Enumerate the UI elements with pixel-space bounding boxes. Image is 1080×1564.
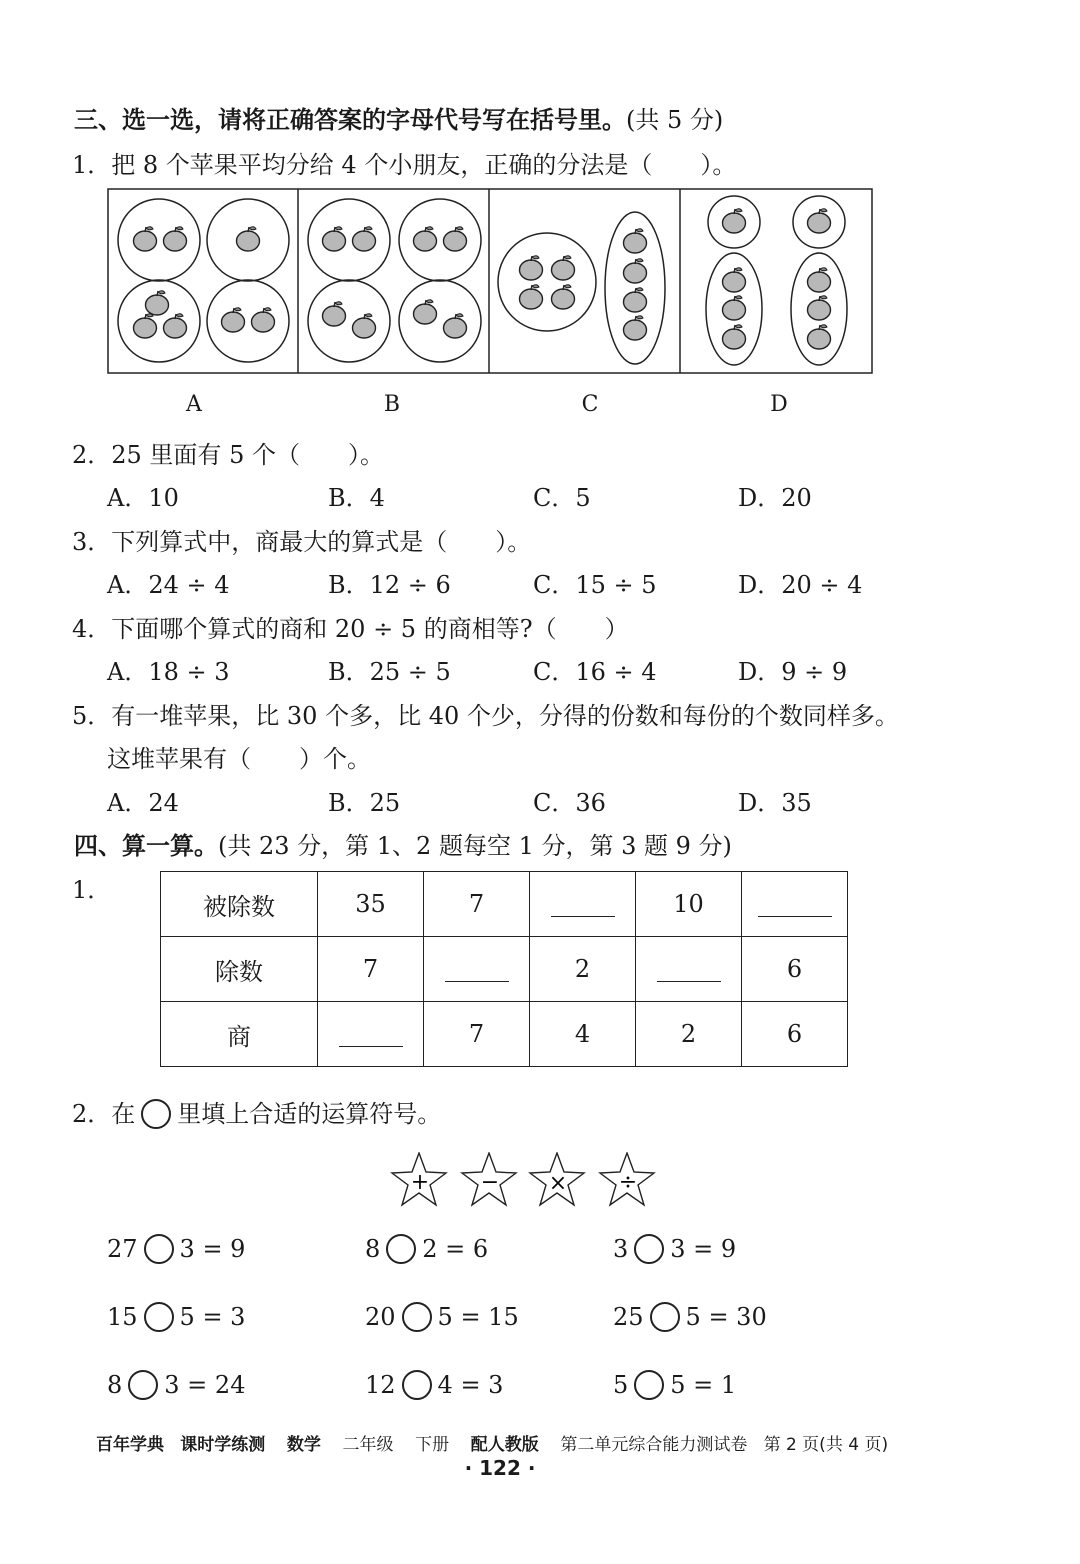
option-d-picture [706, 196, 847, 365]
q2-option-b: B．4 [328, 484, 385, 512]
circle-icon [141, 1099, 171, 1129]
star-plus-icon [392, 1153, 446, 1205]
label-c: C [581, 392, 599, 417]
q5-option-b: B．25 [328, 789, 401, 817]
equation: 8 3 = 24 [107, 1371, 246, 1399]
star-divide-icon [600, 1153, 654, 1205]
blank-cell[interactable] [424, 937, 530, 1002]
option-a-picture [118, 199, 289, 362]
svg-text:÷: ÷ [618, 1170, 638, 1195]
cell: 4 [530, 1002, 636, 1067]
operator-circle[interactable] [634, 1234, 664, 1264]
cell: 2 [636, 1002, 742, 1067]
footer-paper: 第二单元综合能力测试卷 [560, 1435, 748, 1455]
q2-text-after: 里填上合适的运算符号。 [177, 1100, 442, 1128]
q2-option-a: A．10 [107, 484, 179, 512]
operator-circle[interactable] [144, 1302, 174, 1332]
q2-text-before: 2．在 [72, 1100, 136, 1128]
cell: 2 [530, 937, 636, 1002]
table-row-dividend [161, 872, 848, 937]
star-times-icon [530, 1153, 584, 1205]
cell: 7 [318, 937, 424, 1002]
q4-option-a: A．18 ÷ 3 [107, 658, 230, 686]
question-5-line2: 这堆苹果有（ ）个。 [107, 745, 371, 773]
section3-heading [74, 100, 723, 135]
cell: 10 [636, 872, 742, 937]
section3-title: 三、选一选，请将正确答案的字母代号写在括号里。 [74, 106, 626, 134]
q3-option-a: A．24 ÷ 4 [107, 571, 230, 599]
footer-volume: 下册 [415, 1435, 450, 1455]
q5-option-d: D．35 [738, 789, 812, 817]
option-c-picture [498, 212, 665, 364]
q5-option-c: C．36 [533, 789, 606, 817]
operator-circle[interactable] [650, 1302, 680, 1332]
equation: 20 5 = 15 [365, 1303, 519, 1331]
answer-blank[interactable] [445, 981, 509, 982]
footer-subject: 数学 [286, 1435, 321, 1455]
cell: 7 [424, 1002, 530, 1067]
footer [96, 1430, 888, 1455]
question-2-text: 2．25 里面有 5 个（ ）。 [72, 441, 384, 469]
cell: 6 [742, 1002, 848, 1067]
q3-option-c: C．15 ÷ 5 [533, 571, 657, 599]
q3-option-b: B．12 ÷ 6 [328, 571, 451, 599]
footer-page-info: 第 2 页(共 4 页) [763, 1435, 889, 1455]
q4-option-c: C．16 ÷ 4 [533, 658, 657, 686]
blank-cell[interactable] [318, 1002, 424, 1067]
question-3-text: 3．下列算式中，商最大的算式是（ ）。 [72, 528, 532, 556]
header-divisor: 除数 [161, 937, 318, 1002]
operator-stars [390, 1152, 660, 1210]
table-row-divisor [161, 937, 848, 1002]
header-dividend: 被除数 [161, 872, 318, 937]
equation: 27 3 = 9 [107, 1235, 246, 1263]
equation: 8 2 = 6 [365, 1235, 489, 1263]
section3-note: (共 5 分) [626, 106, 724, 134]
svg-text:×: × [548, 1171, 568, 1196]
operator-circle[interactable] [386, 1234, 416, 1264]
equation: 5 5 = 1 [613, 1371, 737, 1399]
section4-heading [74, 826, 732, 861]
answer-blank[interactable] [551, 916, 615, 917]
footer-grade: 二年级 [342, 1435, 394, 1455]
operator-circle[interactable] [402, 1302, 432, 1332]
footer-series: 课时学练测 [180, 1435, 266, 1455]
table-row-quotient [161, 1002, 848, 1067]
division-table [160, 871, 848, 1067]
cell: 35 [318, 872, 424, 937]
q2-option-c: C．5 [533, 484, 591, 512]
operator-circle[interactable] [128, 1370, 158, 1400]
label-d: D [770, 392, 788, 417]
equation: 25 5 = 30 [613, 1303, 767, 1331]
blank-cell[interactable] [636, 937, 742, 1002]
footer-edition: 配人教版 [470, 1435, 539, 1455]
q2-option-d: D．20 [738, 484, 812, 512]
answer-blank[interactable] [339, 1046, 403, 1047]
operator-circle[interactable] [144, 1234, 174, 1264]
section4-note: (共 23 分，第 1、2 题每空 1 分，第 3 题 9 分) [218, 832, 732, 860]
equation: 15 5 = 3 [107, 1303, 246, 1331]
cell: 6 [742, 937, 848, 1002]
label-a: A [186, 392, 202, 417]
q3-option-d: D．20 ÷ 4 [738, 571, 863, 599]
section4-title: 四、算一算。 [74, 832, 218, 860]
equation: 3 3 = 9 [613, 1235, 737, 1263]
header-quotient: 商 [161, 1002, 318, 1067]
blank-cell[interactable] [530, 872, 636, 937]
s4-question-2-text [72, 1094, 441, 1131]
equation: 12 4 = 3 [365, 1371, 504, 1399]
apple-division-figure [107, 188, 873, 374]
q5-option-a: A．24 [107, 789, 179, 817]
footer-brand: 百年学典 [96, 1435, 164, 1455]
question-5-line1: 5．有一堆苹果，比 30 个多，比 40 个少，分得的份数和每份的个数同样多。 [72, 702, 899, 730]
operator-circle[interactable] [634, 1370, 664, 1400]
option-b-picture [308, 199, 481, 362]
figure-border [108, 189, 872, 373]
q4-option-d: D．9 ÷ 9 [738, 658, 848, 686]
operator-circle[interactable] [402, 1370, 432, 1400]
answer-blank[interactable] [758, 916, 832, 917]
s4-question-1-number: 1． [72, 876, 112, 904]
cell: 7 [424, 872, 530, 937]
svg-text:+: + [410, 1170, 430, 1195]
star-minus-icon [462, 1153, 516, 1205]
page-number: · 122 · [464, 1456, 536, 1480]
answer-blank[interactable] [657, 981, 721, 982]
svg-text:−: − [480, 1170, 500, 1195]
label-b: B [383, 392, 401, 417]
question-4-text: 4．下面哪个算式的商和 20 ÷ 5 的商相等?（ ） [72, 615, 629, 643]
blank-cell[interactable] [742, 872, 848, 937]
q4-option-b: B．25 ÷ 5 [328, 658, 451, 686]
question-1-text: 1．把 8 个苹果平均分给 4 个小朋友，正确的分法是（ ）。 [72, 151, 737, 179]
